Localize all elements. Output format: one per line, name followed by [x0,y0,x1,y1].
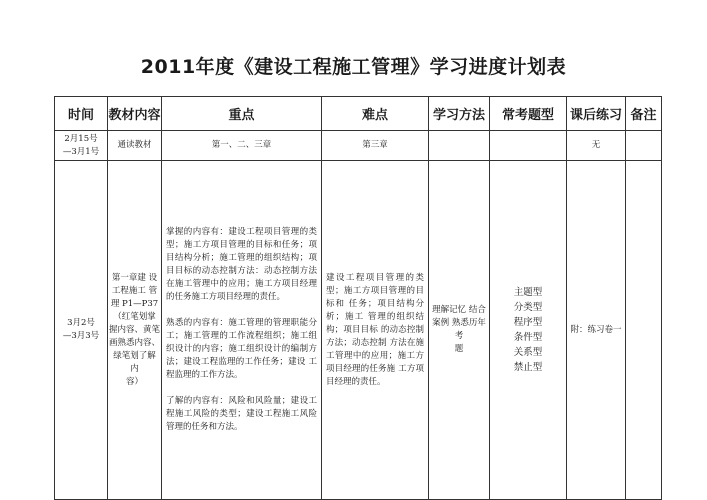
row1-content: 通读教材 [108,131,162,161]
header-time: 时间 [55,97,108,131]
row1-exercise: 无 [567,131,626,161]
row2-exercise: 附：练习卷一 [567,161,626,500]
row1-method [429,131,490,161]
key-points-master: 掌握的内容有：建设工程项目管理的类 型；施工方项目管理的目标和任务；项 目结构分析；施工管理的组织结构；项 目目标的动态控制方法：动态控制方法 在施工管理中的应用；施工方项目经理 的任务施工方项目经理的责任。 [166,227,317,302]
header-method: 学习方法 [429,97,490,131]
row2-difficulties: 建设工程项目管理的类型；施工方项目管理的目标和 任务；项目结构分析；施工 管理的组织结构；项目目标 的动态控制方法；动态控制 方法在施工管理中的应用；施工方项目经理的任务施 工方项目经理的责任。 [322,161,429,500]
header-key-points: 重点 [162,97,322,131]
header-question-types: 常考题型 [490,97,567,131]
page-title: 2011年度《建设工程施工管理》学习进度计划表 [140,56,567,78]
row1-difficulties: 第三章 [322,131,429,161]
table-row [55,161,662,500]
row1-question-types [490,131,567,161]
header-note: 备注 [626,97,662,131]
header-exercise: 课后练习 [567,97,626,131]
row1-time: 2月15号 —3月1号 [55,131,108,161]
schedule-table [54,96,662,500]
row2-content: 第一章建 设 工程施工 管 理 P1—P37 （红笔划掌 握内容、黄笔 画熟悉内容、 绿笔划了解 内 容） [108,161,162,500]
row2-note [626,161,662,500]
row2-method: 理解记忆 结合案例 熟悉历年考 题 [429,161,490,500]
header-content: 教材内容 [108,97,162,131]
header-difficulties: 难点 [322,97,429,131]
row2-key-points [162,161,322,500]
table-row [55,131,662,161]
row1-note [626,131,662,161]
table-header-row [55,97,662,131]
row2-question-types: 主题型 分类型 程序型 条件型 关系型 禁止型 [490,161,567,500]
key-points-familiar: 熟悉的内容有：施工管理的管理职能分 工；施工管理的工作流程组织；施工组 织设计的内容；施工组织设计的编制方 法；建设工程监理的工作任务；建设 工程监理的工作方法。 [166,318,317,380]
key-points-understand: 了解的内容有：风险和风险量；建设工 程施工风险的类型；建设工程施工风险 管理的任务和方法。 [166,396,317,432]
row2-time: 3月2号 —3月3号 [55,161,108,500]
row1-key-points: 第一、二、三章 [162,131,322,161]
